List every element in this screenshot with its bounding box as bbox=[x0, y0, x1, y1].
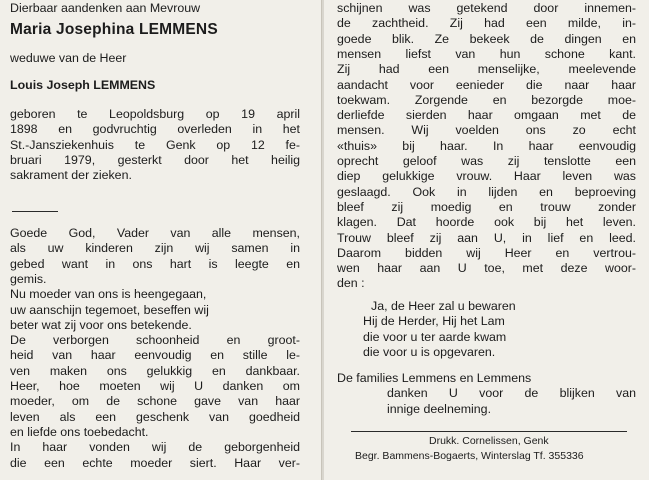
prayer-line: schijnen was getekend door innemen- bbox=[337, 1, 636, 15]
prayer-line: De verborgen schoonheid en groot- bbox=[10, 333, 300, 348]
prayer-line: uw aanschijn tegemoet, beseffen wij bbox=[10, 302, 209, 317]
prayer-line: «thuis» bij haar. In haar eenvoudig bbox=[337, 138, 636, 153]
bio-line: geboren te Leopoldsburg op 19 april bbox=[10, 107, 300, 121]
husband-name: Louis Joseph LEMMENS bbox=[10, 78, 156, 92]
undertaker-line: Begr. Bammens-Bogaerts, Winterslag Tf. 355336 bbox=[355, 450, 584, 462]
prayer-line: Goede God, Vader van alle mensen, bbox=[10, 226, 300, 240]
thanks-line: innige deelneming. bbox=[387, 401, 492, 416]
footer-rule bbox=[351, 431, 627, 432]
bio-line: 1898 en godvruchtig overleden in het bbox=[10, 122, 300, 137]
prayer-line: derliefde sierden haar omgaan met de bbox=[337, 108, 636, 123]
prayer-line: diep gelukkige vrouw. Haar leven was bbox=[337, 169, 636, 184]
widow-line: weduwe van de Heer bbox=[10, 51, 127, 65]
prayer-line: mensen. Wij voelden ons zo echt bbox=[337, 123, 636, 138]
prayer-line: toekwam. Zorgende en bezorgde moe- bbox=[337, 92, 636, 107]
prayer-line: wen haar aan U toe, met deze woor- bbox=[337, 261, 636, 276]
bio-last-line: sakrament der zieken. bbox=[10, 168, 132, 182]
card-fold bbox=[321, 0, 324, 480]
prayer-line: mensen liefst van hun schone kant. bbox=[337, 46, 636, 61]
section-divider bbox=[12, 211, 58, 212]
prayer-line: Daarom bidden wij Heer en vertrou- bbox=[337, 245, 636, 260]
prayer-line: moeder, om de schone gave van haar bbox=[10, 394, 300, 409]
prayer-line: gebed want in ons hart is leegte en bbox=[10, 256, 300, 271]
thanks-line: danken U voor de blijken van bbox=[387, 386, 636, 401]
prayer-line: leven als een geschenk van goedheid bbox=[10, 409, 300, 424]
poem-line: Ja, de Heer zal u bewaren bbox=[371, 299, 516, 313]
prayer-line: gemis. bbox=[10, 271, 47, 286]
prayer-line: ven maken ons gelukkig en dankbaar. bbox=[10, 363, 300, 378]
deceased-name: Maria Josephina LEMMENS bbox=[10, 21, 218, 38]
prayer-line: In haar vonden wij de geborgenheid bbox=[10, 440, 300, 455]
prayer-line: goede blik. Ze bekeek de dingen en bbox=[337, 31, 636, 46]
bio-line: bruari 1979, gesterkt door het heilig bbox=[10, 152, 300, 167]
bio-line: St.-Jansziekenhuis te Genk op 12 fe- bbox=[10, 137, 300, 152]
prayer-line: die een echte moeder siert. Haar ver- bbox=[10, 455, 300, 470]
prayer-line: geslaagd. Ook in lijden en beproeving bbox=[337, 184, 636, 199]
poem-line: die voor u is opgevaren. bbox=[363, 344, 496, 359]
prayer-line: oprecht geloof was zij tenslotte een bbox=[337, 154, 636, 168]
prayer-line: Zij had een menselijke, meelevende bbox=[337, 62, 636, 77]
prayer-line: heid van haar eenvoudig en stille le- bbox=[10, 348, 300, 363]
prayer-line: de zachtheid. Zij had een milde, in- bbox=[337, 16, 636, 31]
prayer-line: Trouw bleef zij aan U, in lief en leed. bbox=[337, 230, 636, 245]
prayer-line: den : bbox=[337, 276, 365, 291]
prayer-line: en liefde ons toebedacht. bbox=[10, 424, 149, 439]
poem-line: die voor u ter aarde kwam bbox=[363, 329, 507, 344]
poem-line: Hij de Herder, Hij het Lam bbox=[363, 314, 505, 329]
prayer-line: bleef zij moedig en trouw zonder bbox=[337, 199, 636, 214]
prayer-line: Nu moeder van ons is heengegaan, bbox=[10, 287, 207, 302]
intro-line: Dierbaar aandenken aan Mevrouw bbox=[10, 1, 201, 15]
thanks-line: De families Lemmens en Lemmens bbox=[337, 371, 532, 385]
printer-line: Drukk. Cornelissen, Genk bbox=[429, 435, 549, 447]
prayer-line: als uw kinderen zijn wij samen in bbox=[10, 241, 300, 256]
prayer-line: klagen. Dat hoorde ook bij het leven. bbox=[337, 215, 636, 230]
prayer-line: aandacht voor eenieder die naar haar bbox=[337, 77, 636, 92]
prayer-line: beter wat zij voor ons betekende. bbox=[10, 317, 192, 332]
prayer-line: Heer, hoe moeten wij U danken om bbox=[10, 379, 300, 393]
